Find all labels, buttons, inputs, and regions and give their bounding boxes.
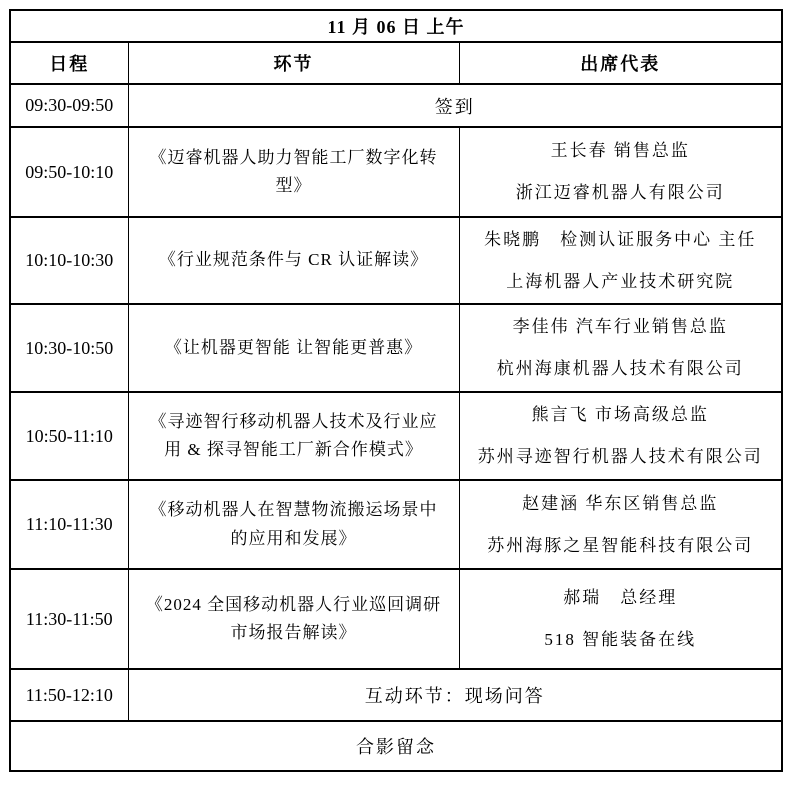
- representative-cell: [459, 304, 782, 392]
- representative-org: 杭州海康机器人技术有限公司: [496, 359, 744, 378]
- time-cell: 11:30-11:50: [10, 569, 128, 669]
- table-row-title: [10, 10, 782, 42]
- table-row: [10, 480, 782, 569]
- table-row: [10, 669, 782, 721]
- session-cell: 《移动机器人在智慧物流搬运场景中的应用和发展》: [128, 480, 459, 569]
- time-cell: 09:30-09:50: [10, 84, 128, 127]
- representative-org: 518 智能装备在线: [544, 630, 697, 649]
- session-cell: 《行业规范条件与 CR 认证解读》: [128, 217, 459, 304]
- table-row: [10, 127, 782, 217]
- time-cell: 09:50-10:10: [10, 127, 128, 217]
- signin-cell: 签到: [128, 84, 782, 127]
- representative-name: 郝瑞 总经理: [563, 588, 678, 607]
- time-cell: 11:50-12:10: [10, 669, 128, 721]
- table-row: [10, 569, 782, 669]
- representative-name: 熊言飞 市场高级总监: [531, 405, 709, 424]
- session-cell: 《2024 全国移动机器人行业巡回调研市场报告解读》: [128, 569, 459, 669]
- representative-cell: [459, 392, 782, 480]
- representative-org: 浙江迈睿机器人有限公司: [515, 183, 725, 202]
- representative-org: 苏州海豚之星智能科技有限公司: [487, 535, 754, 555]
- table-row: [10, 304, 782, 392]
- representative-cell: [459, 217, 782, 304]
- representative-name: 李佳伟 汽车行业销售总监: [512, 317, 728, 336]
- table-row: [10, 721, 782, 771]
- session-cell: 《迈睿机器人助力智能工厂数字化转型》: [128, 127, 459, 217]
- table-header-row: [10, 42, 782, 84]
- representative-org: 苏州寻迹智行机器人技术有限公司: [477, 447, 763, 466]
- time-cell: 10:10-10:30: [10, 217, 128, 304]
- time-cell: 11:10-11:30: [10, 480, 128, 569]
- representative-name: 朱晓鹏 检测认证服务中心 主任: [484, 229, 757, 249]
- representative-cell: [459, 480, 782, 569]
- table-row: [10, 392, 782, 480]
- representative-cell: [459, 127, 782, 217]
- representative-org: 上海机器人产业技术研究院: [506, 271, 735, 291]
- representative-name: 赵建涵 华东区销售总监: [522, 493, 719, 513]
- time-cell: 10:50-11:10: [10, 392, 128, 480]
- table-row: [10, 217, 782, 304]
- date-session-title: 11 月 06 日 上午: [10, 10, 782, 42]
- col-header-segment: 环节: [128, 42, 459, 84]
- col-header-schedule: 日程: [10, 42, 128, 84]
- session-cell: 《寻迹智行移动机器人技术及行业应用 & 探寻智能工厂新合作模式》: [128, 392, 459, 480]
- group-photo-cell: 合影留念: [10, 721, 782, 771]
- table-row: [10, 84, 782, 127]
- session-cell: 《让机器更智能 让智能更普惠》: [128, 304, 459, 392]
- qa-session-cell: 互动环节：现场问答: [128, 669, 782, 721]
- schedule-table: [9, 9, 783, 772]
- representative-name: 王长春 销售总监: [550, 141, 690, 160]
- representative-cell: [459, 569, 782, 669]
- col-header-representatives: 出席代表: [459, 42, 782, 84]
- time-cell: 10:30-10:50: [10, 304, 128, 392]
